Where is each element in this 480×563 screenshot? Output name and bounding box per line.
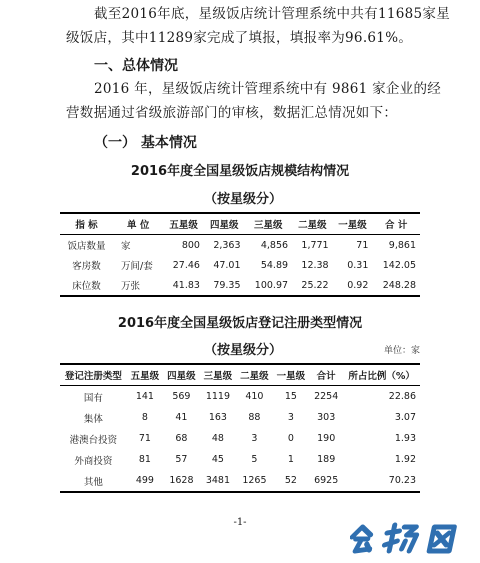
table-cell: 141 [135, 391, 154, 402]
hotel-registration-type-table [60, 363, 420, 493]
table-cell: 52 [284, 475, 297, 486]
table-cell: 163 [208, 412, 227, 423]
intro-line-1: 截至2016年底，星级饭店统计管理系统中共有11685家星 [94, 6, 451, 22]
table2-unit-note: 单位：家 [383, 346, 420, 356]
table2-subtitle: （按星级分） [204, 343, 283, 358]
table-cell: 100.97 [254, 279, 289, 291]
table-cell: 3 [287, 412, 294, 423]
table-row [60, 407, 420, 428]
table-cell: 248.28 [382, 279, 416, 291]
column-header: 五星级 [130, 371, 160, 382]
column-header: 五星级 [169, 220, 198, 231]
row-label: 港澳台投资 [69, 434, 118, 446]
row-label: 客房数 [72, 261, 101, 272]
table-cell: 9,861 [388, 239, 416, 251]
table-cell: 家 [121, 241, 131, 252]
table-cell: 1265 [242, 475, 267, 486]
table-cell: 54.89 [260, 259, 289, 271]
table-cell: 41 [175, 412, 188, 423]
table-cell: 2,363 [213, 239, 241, 251]
table-cell: 190 [317, 433, 336, 444]
table-cell: 1628 [169, 475, 194, 486]
table-cell: 47.01 [213, 259, 241, 271]
table-cell: 25.22 [301, 279, 329, 291]
table-cell: 79.35 [213, 279, 241, 291]
table-row [60, 386, 420, 408]
table1-subtitle: （按星级分） [204, 192, 283, 207]
table-row [60, 449, 420, 470]
row-label: 外商投资 [74, 455, 113, 467]
hotel-scale-table [60, 212, 420, 297]
table-cell: 88 [248, 412, 261, 423]
table-row [60, 470, 420, 492]
column-header: 三星级 [254, 220, 283, 231]
table-cell: 1.92 [394, 454, 416, 465]
overview-paragraph-line-1: 2016 年，星级饭店统计管理系统中有 9861 家企业的经 [94, 81, 442, 97]
column-header: 二星级 [298, 220, 327, 231]
table-cell: 70.23 [388, 475, 416, 486]
table-cell: 5 [251, 454, 258, 465]
intro-line-2: 级饭店，其中11289家完成了填报，填报率为96.61%。 [66, 30, 413, 46]
table-cell: 2254 [314, 391, 339, 402]
row-label: 其他 [83, 476, 103, 488]
table-cell: 3.07 [394, 412, 416, 423]
table-cell: 189 [317, 454, 336, 465]
column-header: 登记注册类型 [64, 371, 122, 382]
row-label: 床位数 [72, 281, 101, 292]
table-cell: 45 [211, 454, 224, 465]
table-cell: 1119 [205, 391, 230, 402]
table-cell: 0.92 [347, 279, 369, 291]
table-cell: 48 [211, 433, 224, 444]
table-cell: 81 [138, 454, 151, 465]
table-cell: 800 [181, 239, 200, 251]
table-cell: 12.38 [301, 259, 329, 271]
table-row [60, 275, 420, 296]
table-cell: 1,771 [301, 239, 329, 251]
table-cell: 3481 [205, 475, 230, 486]
table-cell: 8 [141, 412, 148, 423]
table-cell: 6925 [314, 475, 339, 486]
table-cell: 3 [251, 433, 258, 444]
table-cell: 15 [284, 391, 297, 402]
watermark-logo-graphic [350, 519, 470, 555]
table-header-row [60, 213, 420, 235]
overview-paragraph-line-2: 营数据通过省级旅游部门的审核，数据汇总情况如下： [66, 105, 398, 121]
table-cell: 303 [317, 412, 336, 423]
watermark-logo [350, 519, 470, 555]
column-header: 四星级 [167, 371, 196, 382]
table-cell: 万张 [121, 281, 141, 292]
row-label: 国有 [83, 392, 103, 404]
column-header: 指 标 [75, 220, 98, 231]
table-row [60, 235, 420, 256]
table-cell: 1.93 [394, 433, 416, 444]
column-header: 四星级 [209, 220, 239, 231]
table-cell: 569 [172, 391, 191, 402]
row-label: 集体 [83, 413, 103, 425]
table-cell: 57 [175, 454, 188, 465]
table-row [60, 255, 420, 275]
table-cell: 4,856 [260, 239, 289, 251]
column-header: 一星级 [276, 371, 306, 382]
column-header: 二星级 [240, 371, 269, 382]
column-header: 单 位 [127, 220, 150, 231]
table-cell: 22.86 [388, 391, 416, 402]
table-cell: 27.46 [172, 259, 200, 271]
column-header: 合计 [316, 371, 336, 382]
column-header: 一星级 [338, 220, 367, 231]
section-heading-overview: 一、总体情况 [94, 58, 178, 74]
table-cell: 142.05 [382, 259, 416, 271]
table-cell: 0 [287, 433, 294, 444]
table2-title: 2016年度全国星级饭店登记注册类型情况 [117, 316, 363, 331]
table-cell: 499 [135, 475, 154, 486]
subsection-heading-basic: （一） 基本情况 [94, 135, 197, 151]
table-cell: 万间/套 [121, 261, 153, 272]
table-cell: 68 [175, 433, 188, 444]
page-number: -1- [233, 517, 247, 528]
table-header-row [60, 364, 420, 386]
row-label: 饭店数量 [67, 241, 106, 252]
table-cell: 41.83 [172, 279, 200, 291]
table-cell: 1 [287, 454, 294, 465]
column-header: 所占比例（%） [348, 371, 415, 382]
table-cell: 410 [245, 391, 264, 402]
table-row [60, 428, 420, 449]
column-header: 三星级 [203, 371, 233, 382]
table-cell: 71 [356, 239, 369, 251]
table-cell: 0.31 [347, 259, 369, 271]
table-cell: 71 [138, 433, 151, 444]
column-header: 合 计 [385, 220, 408, 231]
table1-title: 2016年度全国星级饭店规模结构情况 [130, 164, 350, 179]
